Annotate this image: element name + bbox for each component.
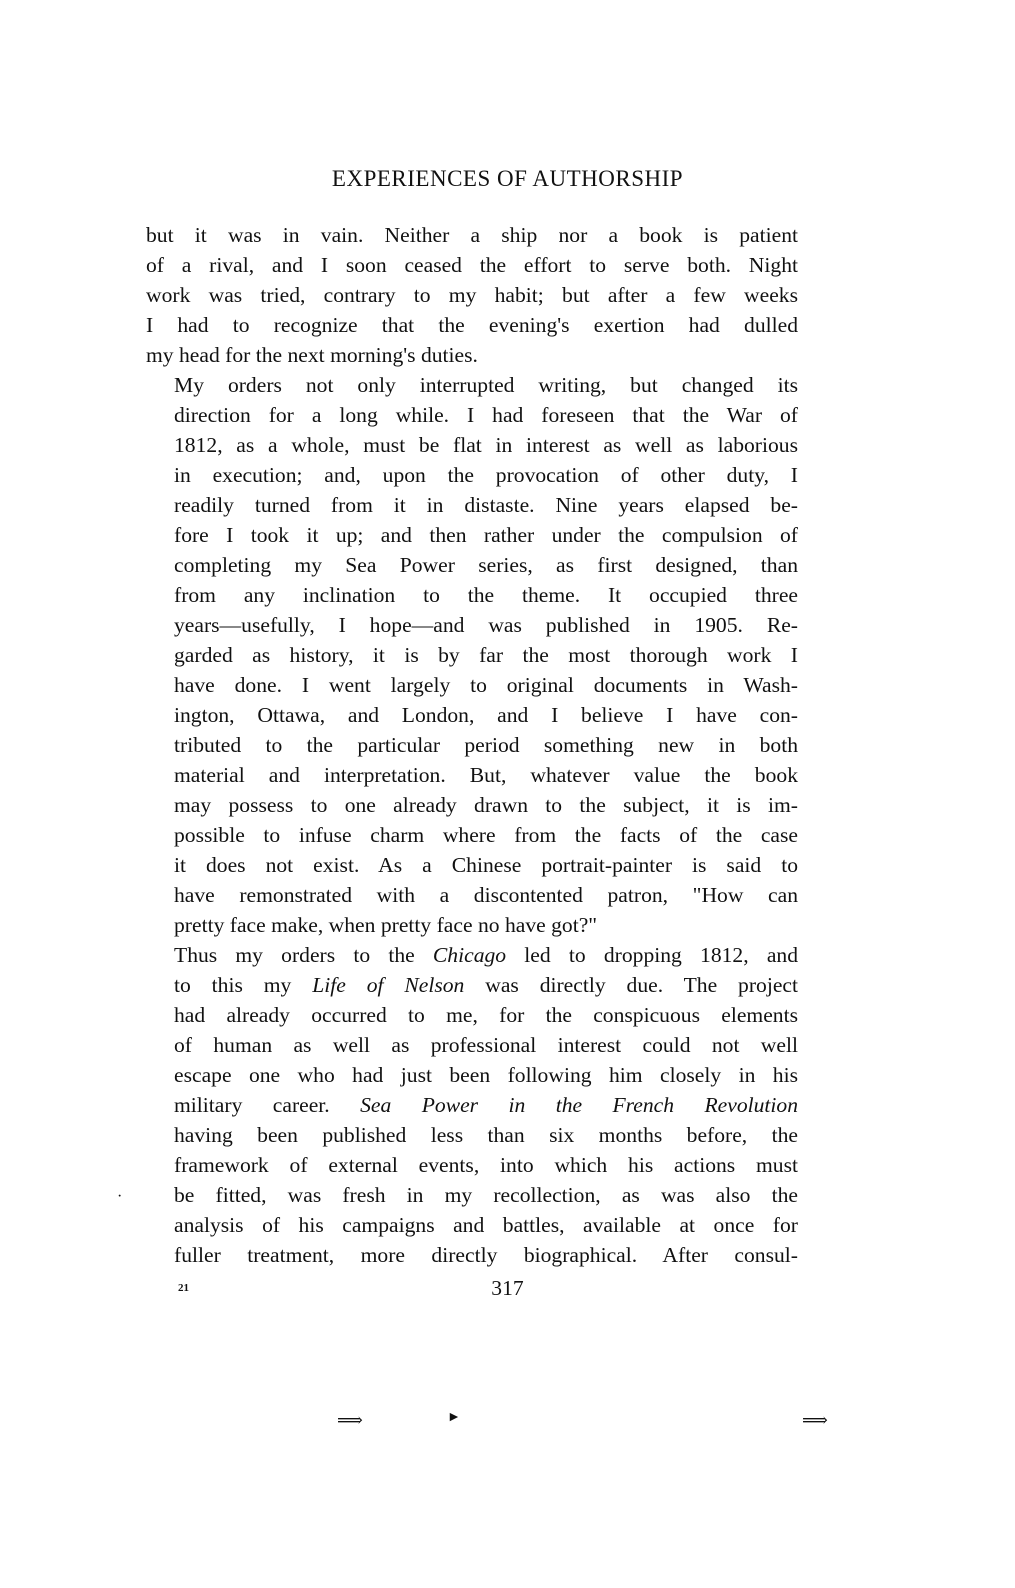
text-line: direction for a long while. I had foreseen that the War of (174, 403, 798, 427)
text-line: of human as well as professional interest could not well (174, 1033, 798, 1057)
text-line: but it was in vain. Neither a ship nor a book is patient (146, 223, 798, 247)
text-line: 1812, as a whole, must be flat in interest as well as laborious (174, 433, 798, 457)
text-line: Thus my orders to the Chicago led to dropping 1812, and (174, 943, 798, 967)
text-line: analysis of his campaigns and battles, available at once for (174, 1213, 798, 1237)
text-line: from any inclination to the theme. It occupied three (174, 583, 798, 607)
paragraph (146, 370, 798, 940)
text-line: fuller treatment, more directly biographical. After consul- (174, 1243, 798, 1267)
body-text (146, 220, 798, 1270)
text-line: completing my Sea Power series, as first designed, than (174, 553, 798, 577)
text-line: have done. I went largely to original documents in Wash- (174, 673, 798, 697)
text-line: readily turned from it in distaste. Nine years elapsed be- (174, 493, 798, 517)
text-line: fore I took it up; and then rather under the compulsion of (174, 523, 798, 547)
text-line: My orders not only interrupted writing, but changed its (174, 373, 798, 397)
bottom-mark-center: ► (447, 1410, 461, 1425)
running-head: EXPERIENCES OF AUTHORSHIP (331, 166, 684, 191)
bottom-mark-left: ⟹ (337, 1410, 363, 1430)
text-line: possible to infuse charm where from the facts of the case (174, 823, 798, 847)
text-line: my head for the next morning's duties. (146, 343, 478, 367)
text-line: to this my Life of Nelson was directly due. The project (174, 973, 798, 997)
page-number: 317 (491, 1276, 524, 1300)
text-line: garded as history, it is by far the most thorough work I (174, 643, 798, 667)
text-line: years—usefully, I hope—and was published in 1905. Re- (174, 613, 798, 637)
text-line: tributed to the particular period something new in both (174, 733, 798, 757)
text-line: in execution; and, upon the provocation of other duty, I (174, 463, 798, 487)
paragraph (146, 220, 798, 370)
italic-title: Sea Power in the French Revolution (360, 1093, 799, 1117)
text-line: ington, Ottawa, and London, and I believe I have con- (174, 703, 798, 727)
text-line: it does not exist. As a Chinese portrait-painter is said to (174, 853, 798, 877)
text-line: had already occurred to me, for the conspicuous elements (174, 1003, 798, 1027)
text-line: of a rival, and I soon ceased the effort to serve both. Night (146, 253, 798, 277)
paragraph (146, 940, 798, 1270)
text-line: I had to recognize that the evening's exertion had dulled (146, 313, 798, 337)
text-line: work was tried, contrary to my habit; but after a few weeks (146, 283, 798, 307)
text-line: framework of external events, into which his actions must (174, 1153, 798, 1177)
text-line: escape one who had just been following him closely in his (174, 1063, 798, 1087)
text-line: have remonstrated with a discontented patron, "How can (174, 883, 798, 907)
italic-title: Life of Nelson (312, 973, 465, 997)
text-line: may possess to one already drawn to the subject, it is im- (174, 793, 798, 817)
text-line: having been published less than six months before, the (174, 1123, 798, 1147)
signature-mark: 21 (178, 1282, 189, 1294)
text-line: be fitted, was fresh in my recollection, as was also the (174, 1183, 798, 1207)
margin-mark: · (117, 1188, 123, 1205)
text-line: pretty face make, when pretty face no have got?" (174, 913, 598, 937)
text-line: material and interpretation. But, whatever value the book (174, 763, 798, 787)
italic-title: Chicago (432, 943, 507, 967)
bottom-mark-right: ⟹ (802, 1410, 828, 1430)
text-line: military career. Sea Power in the French Revolution (174, 1093, 799, 1117)
